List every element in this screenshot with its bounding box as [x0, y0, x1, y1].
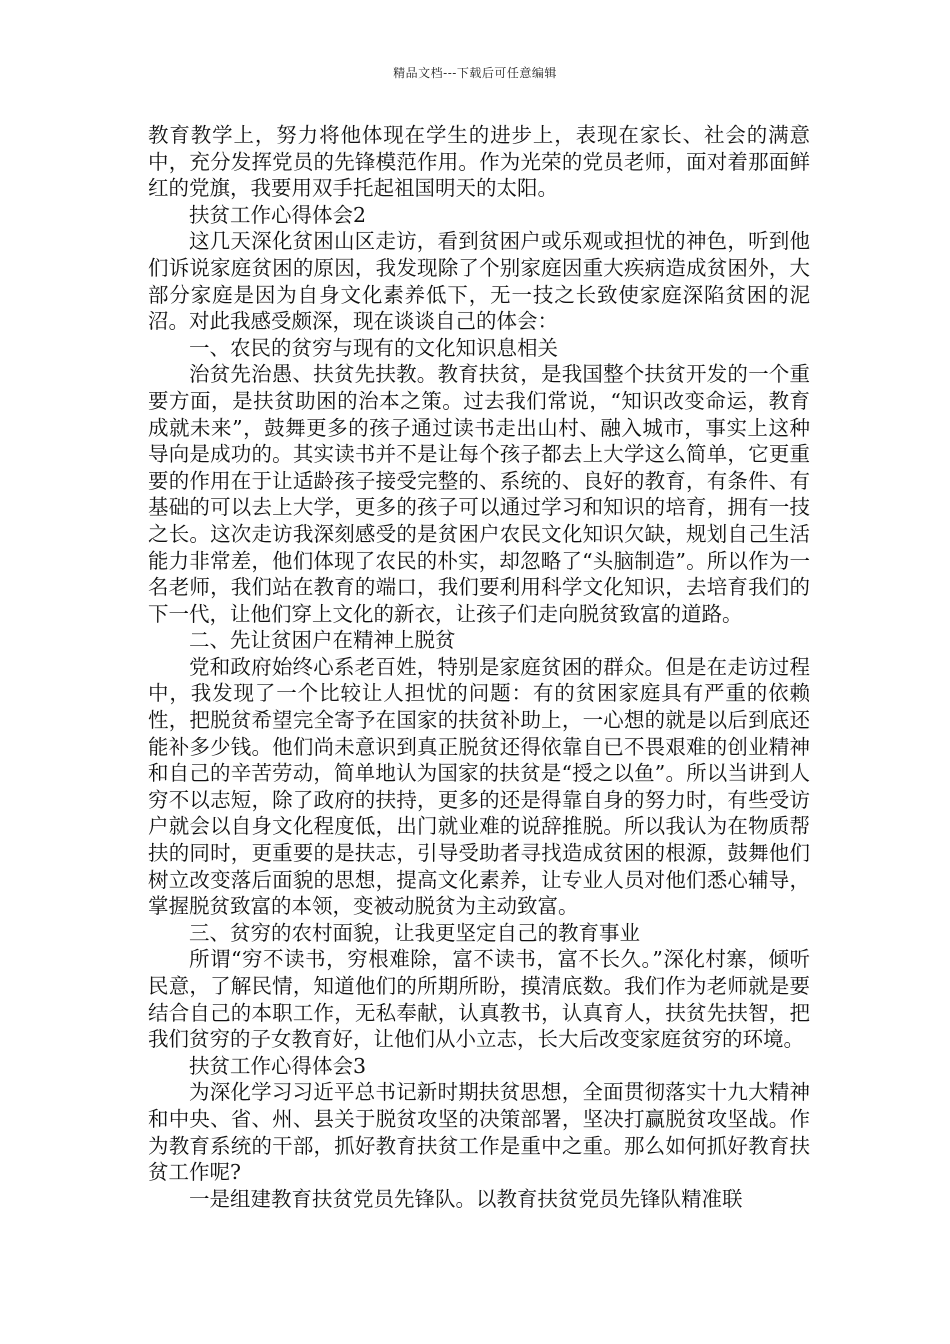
paragraph-continued: 教育教学上，努力将他体现在学生的进步上，表现在家长、社会的满意中，充分发挥党员的先锋模范作用。作为光荣的党员老师，面对着那面鲜红的党旗，我要用双手托起祖国明天的太阳。: [148, 123, 810, 201]
subheading-3: 三、贫穷的农村面貌，让我更坚定自己的教育事业: [189, 920, 640, 945]
paragraph-resolve: 所谓“穷不读书，穷根难除，富不读书，富不长久。”深化村寨，倾听民意，了解民情，知道他们的所期所盼，摸清底数。我们作为老师就是要结合自己的本职工作，无私奉献，认真教书，认真育人，扶贫先扶智，把我们贫穷的子女教育好，让他们从小立志，长大后改变家庭贫穷的环境。: [148, 947, 810, 1052]
paragraph-spirit: 党和政府始终心系老百姓，特别是家庭贫困的群众。但是在走访过程中，我发现了一个比较让人担忧的问题：有的贫困家庭具有严重的依赖性，把脱贫希望完全寄予在国家的扶贫补助上，一心想的就是以后到底还能补多少钱。他们尚未意识到真正脱贫还得依靠自已不畏艰难的创业精神和自己的辛苦劳动，简单地认为国家的扶贫是“授之以鱼”。所以当讲到人穷不以志短，除了政府的扶持，更多的还是得靠自身的努力时，有些受访户就会以自身文化程度低，出门就业难的说辞推脱。所以我认为在物质帮扶的同时，更重要的是扶志，引导受助者寻找造成贫困的根源，鼓舞他们树立改变落后面貌的思想，提高文化素养，让专业人员对他们悉心辅导，掌握脱贫致富的本领，变被动脱贫为主动致富。: [148, 654, 810, 919]
document-body: [148, 122, 810, 1212]
section-title-3: 扶贫工作心得体会3: [189, 1053, 367, 1078]
paragraph-education: 治贫先治愚、扶贫先扶教。教育扶贫，是我国整个扶贫开发的一个重要方面，是扶贫助困的治本之策。过去我们常说，“知识改变命运，教育成就未来”，鼓舞更多的孩子通过读书走出山村、融入城市，事实上这种导向是成功的。其实读书并不是让每个孩子都去上大学这么简单，它更重要的作用在于让适龄孩子接受完整的、系统的、良好的教育，有条件、有基础的可以去上大学，更多的孩子可以通过学习和知识的培育，拥有一技之长。这次走访我深刻感受的是贫困户农民文化知识欠缺，规划自己生活能力非常差，他们体现了农民的朴实，却忽略了“头脑制造”。所以作为一名老师，我们站在教育的端口，我们要利用科学文化知识，去培育我们的下一代，让他们穿上文化的新衣，让孩子们走向脱贫致富的道路。: [148, 362, 810, 626]
page-header: 精品文档---下载后可任意编辑: [393, 66, 557, 80]
paragraph-intro-3: 为深化学习习近平总书记新时期扶贫思想，全面贯彻落实十九大精神和中央、省、州、县关于脱贫攻坚的决策部署，坚决打赢脱贫攻坚战。作为教育系统的干部，抓好教育扶贫工作是重中之重。那么如何抓好教育扶贫工作呢?: [148, 1080, 810, 1185]
subheading-1: 一、农民的贫穷与现有的文化知识息相关: [189, 335, 558, 360]
paragraph-point-1: 一是组建教育扶贫党员先锋队。以教育扶贫党员先锋队精准联: [189, 1186, 743, 1211]
paragraph-intro-2: 这几天深化贫困山区走访，看到贫困户或乐观或担忧的神色，听到他们诉说家庭贫困的原因，我发现除了个别家庭因重大疾病造成贫困外，大部分家庭是因为自身文化素养低下，无一技之长致使家庭深陷贫困的泥沼。对此我感受颇深，现在谈谈自己的体会：: [148, 229, 810, 334]
section-title-2: 扶贫工作心得体会2: [189, 202, 367, 227]
subheading-2: 二、先让贫困户在精神上脱贫: [189, 628, 456, 653]
